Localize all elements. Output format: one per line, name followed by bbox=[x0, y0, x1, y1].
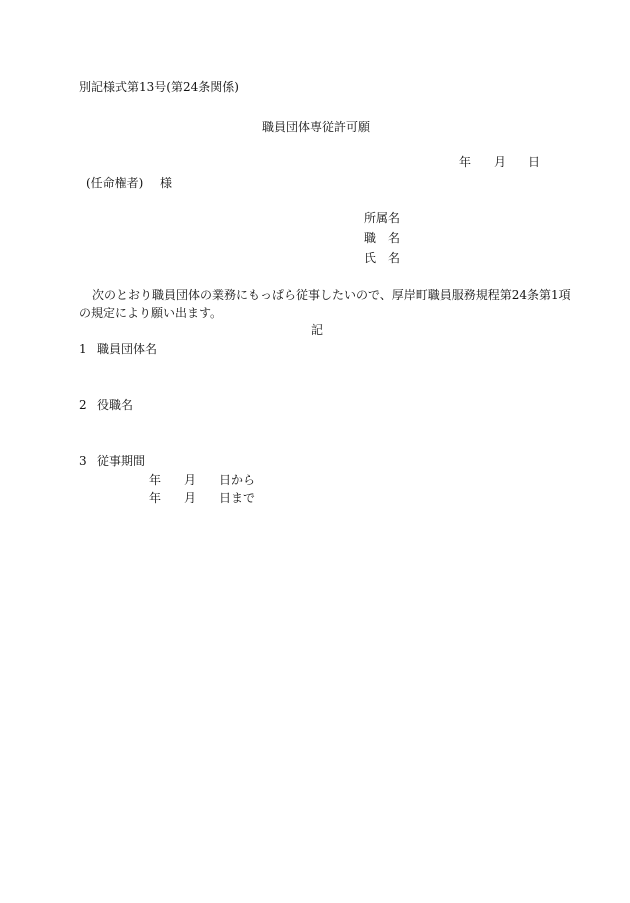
name-label-char-1: 氏 bbox=[364, 251, 377, 265]
form-number: 別記様式第13号(第24条関係) bbox=[79, 80, 239, 94]
date-day: 日 bbox=[528, 155, 541, 169]
period-to-year: 年 bbox=[149, 491, 162, 505]
body-line-1: 次のとおり職員団体の業務にもっぱら従事したいので、厚岸町職員服務規程第24条第1項 bbox=[92, 288, 571, 302]
item-2-number: 2 bbox=[79, 398, 87, 412]
period-from-year: 年 bbox=[149, 473, 162, 487]
period-from-month: 月 bbox=[184, 473, 197, 487]
addressee: (任命権者) bbox=[86, 176, 144, 190]
date-month: 月 bbox=[494, 155, 507, 169]
date-year: 年 bbox=[459, 155, 472, 169]
item-1-label: 職員団体名 bbox=[97, 342, 158, 356]
addressee-suffix: 様 bbox=[160, 176, 173, 190]
body-line-2: の規定により願い出ます。 bbox=[79, 306, 223, 320]
item-2-label: 役職名 bbox=[97, 398, 134, 412]
item-1-number: 1 bbox=[79, 342, 87, 356]
period-to-day: 日まで bbox=[219, 491, 256, 505]
item-3-number: 3 bbox=[79, 454, 87, 468]
affiliation-label: 所属名 bbox=[364, 211, 401, 225]
document-title: 職員団体専従許可願 bbox=[262, 120, 371, 134]
ki-heading: 記 bbox=[311, 323, 324, 337]
position-label-char-1: 職 bbox=[364, 231, 377, 245]
item-3-label: 従事期間 bbox=[97, 454, 146, 468]
period-to-month: 月 bbox=[184, 491, 197, 505]
period-from-day: 日から bbox=[219, 473, 256, 487]
position-label-char-2: 名 bbox=[388, 231, 401, 245]
name-label-char-2: 名 bbox=[388, 251, 401, 265]
